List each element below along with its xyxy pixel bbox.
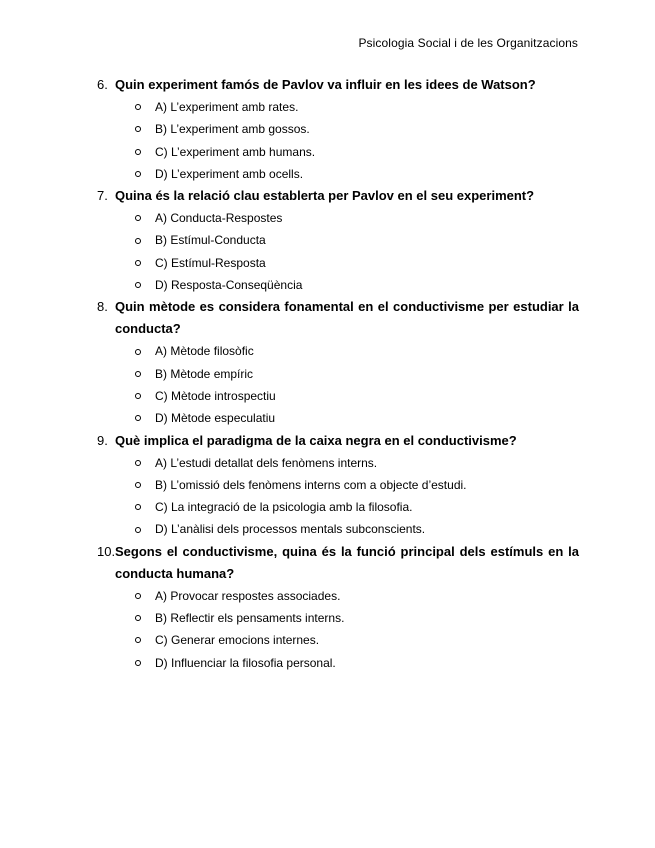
option-label: A) Conducta-Respostes: [155, 211, 283, 226]
option-label: A) Provocar respostes associades.: [155, 588, 341, 603]
question-text: Quin experiment famós de Pavlov va influir en les idees de Watson?: [115, 77, 536, 92]
question-text: Quin mètode es considera fonamental en el conductivisme per estudiar la conducta?: [115, 299, 579, 337]
question-number: 6.: [97, 77, 108, 92]
option-item: [97, 274, 579, 296]
hollow-bullet-icon: [135, 349, 141, 355]
option-label: D) Resposta-Conseqüència: [155, 278, 303, 293]
option-item: [97, 229, 579, 251]
question-text: Segons el conductivisme, quina és la funció principal dels estímuls en la conducta humana?: [115, 543, 579, 581]
option-item: [97, 652, 579, 674]
option-item: [97, 118, 579, 140]
question-heading: [97, 430, 579, 452]
question-6: [97, 74, 579, 185]
hollow-bullet-icon: [135, 504, 141, 510]
option-label: D) Influenciar la filosofia personal.: [155, 655, 336, 670]
hollow-bullet-icon: [135, 215, 141, 221]
question-number: 10.: [97, 543, 116, 559]
option-list: [97, 452, 579, 541]
question-number: 8.: [97, 299, 108, 315]
option-label: C) Generar emocions internes.: [155, 633, 320, 648]
question-8: [97, 296, 579, 429]
option-label: C) La integració de la psicologia amb la filosofia.: [155, 500, 413, 515]
hollow-bullet-icon: [135, 260, 141, 266]
option-label: B) Estímul-Conducta: [155, 233, 266, 248]
hollow-bullet-icon: [135, 238, 141, 244]
hollow-bullet-icon: [135, 171, 141, 177]
hollow-bullet-icon: [135, 371, 141, 377]
question-7: [97, 185, 579, 296]
option-item: [97, 363, 579, 385]
option-label: C) L’experiment amb humans.: [155, 144, 316, 159]
question-10: [97, 541, 579, 674]
question-text: Què implica el paradigma de la caixa negra en el conductivisme?: [115, 432, 517, 448]
hollow-bullet-icon: [135, 282, 141, 288]
hollow-bullet-icon: [135, 393, 141, 399]
question-number: 9.: [97, 432, 108, 448]
question-list: [97, 74, 579, 674]
option-label: A) L’experiment amb rates.: [155, 100, 299, 114]
option-item: [97, 385, 579, 407]
option-label: B) L’omissió dels fenòmens interns com a objecte d’estudi.: [155, 477, 467, 492]
hollow-bullet-icon: [135, 637, 141, 643]
hollow-bullet-icon: [135, 104, 141, 110]
question-heading: [97, 296, 579, 340]
option-item: [97, 607, 579, 629]
question-9: [97, 430, 579, 541]
hollow-bullet-icon: [135, 460, 141, 466]
option-item: [97, 518, 579, 540]
option-label: C) Mètode introspectiu: [155, 388, 276, 403]
option-item: [97, 407, 579, 429]
hollow-bullet-icon: [135, 615, 141, 621]
option-item: [97, 163, 579, 185]
hollow-bullet-icon: [135, 126, 141, 132]
option-list: [97, 96, 579, 185]
option-item: [97, 629, 579, 651]
option-label: D) Mètode especulatiu: [155, 411, 276, 426]
question-number: 7.: [97, 188, 108, 204]
option-item: [97, 340, 579, 362]
option-label: B) Reflectir els pensaments interns.: [155, 611, 345, 626]
hollow-bullet-icon: [135, 660, 141, 666]
option-label: D) L’anàlisi dels processos mentals subconscients.: [155, 522, 426, 537]
option-item: [97, 496, 579, 518]
question-heading: [97, 541, 579, 585]
option-label: A) L’estudi detallat dels fenòmens interns.: [155, 455, 378, 470]
hollow-bullet-icon: [135, 527, 141, 533]
question-text: Quina és la relació clau establerta per Pavlov en el seu experiment?: [115, 188, 535, 204]
option-item: [97, 96, 579, 118]
option-label: B) Mètode empíric: [155, 366, 254, 381]
option-label: D) L’experiment amb ocells.: [155, 166, 304, 181]
option-list: [97, 207, 579, 296]
option-label: C) Estímul-Resposta: [155, 255, 266, 270]
option-item: [97, 474, 579, 496]
option-item: [97, 207, 579, 229]
hollow-bullet-icon: [135, 415, 141, 421]
hollow-bullet-icon: [135, 149, 141, 155]
option-item: [97, 141, 579, 163]
option-item: [97, 252, 579, 274]
question-heading: [97, 185, 579, 207]
option-label: A) Mètode filosòfic: [155, 344, 254, 359]
option-item: [97, 452, 579, 474]
page-header: Psicologia Social i de les Organitzacions: [358, 36, 578, 50]
option-list: [97, 585, 579, 674]
option-label: B) L’experiment amb gossos.: [155, 122, 310, 137]
option-list: [97, 340, 579, 429]
question-heading: [97, 74, 579, 96]
option-item: [97, 585, 579, 607]
hollow-bullet-icon: [135, 593, 141, 599]
hollow-bullet-icon: [135, 482, 141, 488]
